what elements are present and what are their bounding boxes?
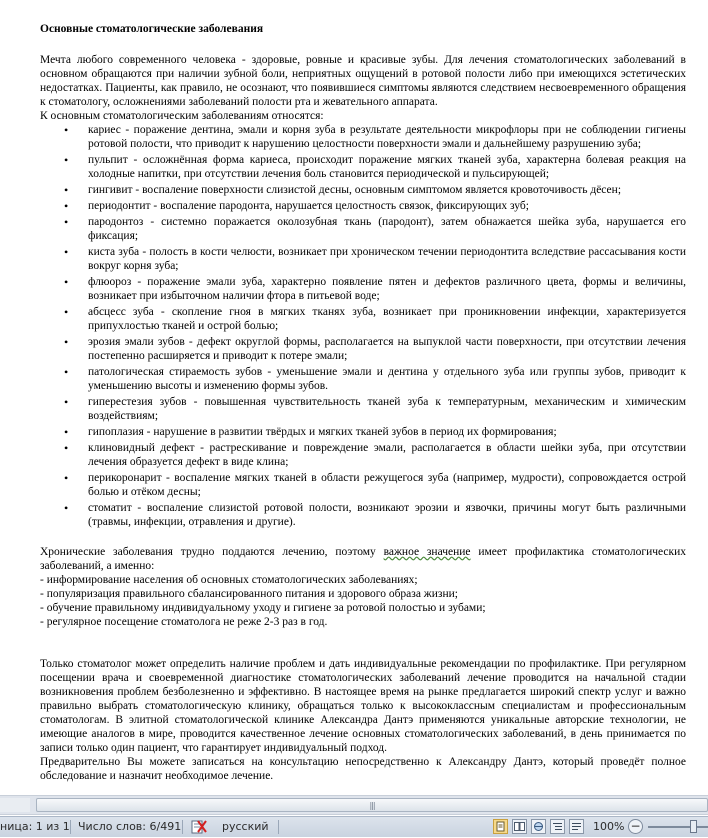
word-count[interactable]: Число слов: 6/491 [78,820,182,833]
disease-list-item: • патологическая стираемость зубов - уменьшение эмали и дентина у отдельного зуба или группы зубов, приводит к уменьшению высоты и изменению формы зубов. [88,365,686,393]
status-divider [278,820,279,834]
disease-list-item: • клиновидный дефект - растрескивание и повреждение эмали, располагается в области шейки зуба, при отсутствии лечения образуется дефект в виде клина; [88,441,686,469]
prevention-intro-end: имеет профилактика стоматологических заболеваний, а именно: [40,546,686,572]
prevention-item: - информирование населения об основных стоматологических заболеваниях; [40,574,418,586]
disease-list-item: • кариес - поражение дентина, эмали и корня зуба в результате деятельности микрофлоры при не соблюдении гигиены ротовой полости, что приводит к нарушению целостности поверхности эмали и дальнейшему разрушению зуба; [88,123,686,151]
document-title: Основные стоматологические заболевания [40,23,264,35]
disease-list-item: • перикоронарит - воспаление мягких тканей в области режущегося зуба (например, мудрости), сопровождается острой болью и отёком десны; [88,471,686,499]
final-paragraph: Предварительно Вы можете записаться на консультацию непосредственно к Александру Дантэ, который проведёт полное обследование и назначит необходимое лечение. [40,756,686,782]
status-divider [70,820,71,834]
grip-icon: ||| [369,801,375,810]
disease-list-item: • пульпит - осложнённая форма кариеса, происходит поражение мягких тканей зуба, характерна болевая реакция на холодные напитки, при отсутствии лечения боль становится периодической и пульсирующей; [88,153,686,181]
disease-list-item: • гиперестезия зубов - повышенная чувствительность тканей зуба к температурным, механическим и химическим воздействиям; [88,395,686,423]
disease-list [40,123,686,529]
scrollbar-thumb[interactable] [36,798,708,812]
language-indicator[interactable]: русский [222,820,269,833]
status-bar [0,816,708,837]
prevention-item: - обучение правильному индивидуальному уходу и гигиене за ротовой полостью и зубами; [40,602,486,614]
disease-list-item: • периодонтит - воспаление пародонта, нарушается целостность связок, фиксирующих зуб; [88,199,686,213]
web-layout-icon [533,821,544,832]
print-layout-view-button[interactable] [493,819,508,834]
zoom-level[interactable]: 100% [593,820,625,833]
disease-list-item: • стоматит - воспаление слизистой ротовой полости, возникают эрозии и язвочки, причины могут быть различными (травмы, инфекции, отравления и другие). [88,501,686,529]
zoom-slider-track[interactable] [648,826,708,828]
disease-list-item: • эрозия эмали зубов - дефект округлой формы, располагается на выпуклой части поверхности, при отсутствии лечения постепенно расширяется и приводит к потере эмали; [88,335,686,363]
outline-icon [552,821,563,832]
scrollbar-left-cap [0,798,30,812]
draft-icon [571,821,582,832]
reading-view-icon [514,821,525,832]
horizontal-scrollbar[interactable] [0,795,708,815]
prevention-list [40,573,686,629]
status-divider [182,820,183,834]
disease-list-item: • гингивит - воспаление поверхности слизистой десны, основным симптомом является кровоточивость дёсен; [88,183,686,197]
zoom-out-button[interactable]: − [628,819,643,834]
full-screen-reading-view-button[interactable] [512,819,527,834]
disease-list-item: • гипоплазия - нарушение в развитии твёрдых и мягких тканей зубов в период их формирования; [88,425,686,439]
prevention-intro-start: Хронические заболевания трудно поддаются лечению, поэтому [40,546,384,558]
document-body[interactable] [40,22,686,783]
closing-paragraph: Только стоматолог может определить наличие проблем и дать индивидуальные рекомендации по профилактике. При регулярном посещении врача и своевременной диагностике стоматологических заболеваний лечение проводится на начальной стадии возникновения проблем безболезненно и эффективно. В настоящее время на рынке предлагается широкий спектр услуг и важно правильно выбрать стоматологическую клинику, обращаться только к высококлассным специалистам и профессиональным стоматологам. В элитной стоматологической клинике Александра Дантэ применяются уникальные авторские технологии, не имеющие аналогов в мире, проводится качественное лечение основных стоматологических заболеваний, в день принимается по записи только один пациент, что гарантирует индивидуальный подход. [40,658,686,754]
web-layout-view-button[interactable] [531,819,546,834]
disease-list-item: • флюороз - поражение эмали зуба, характерно появление пятен и дефектов различного цвета, формы и величины, возникает при избыточном наличии фтора в питьевой воде; [88,275,686,303]
proofing-icon[interactable] [190,818,208,835]
draft-view-button[interactable] [569,819,584,834]
disease-list-item: • киста зуба - полость в кости челюсти, возникает при хроническом течении периодонтита вследствие рассасывания кости вокруг корня зуба; [88,245,686,273]
outline-view-button[interactable] [550,819,565,834]
prevention-item: - популяризация правильного сбалансированного питания и здорового образа жизни; [40,588,458,600]
page-indicator[interactable]: ница: 1 из 1 [0,820,70,833]
prevention-item: - регулярное посещение стоматолога не реже 2-3 раз в год. [40,616,328,628]
intro-paragraph: Мечта любого современного человека - здоровые, ровные и красивые зубы. Для лечения стоматологических заболеваний в основном обращаются при наличии зубной боли, неприятных ощущений в ротовой полости либо при имеющихся эстетических недостатках. Пациенты, как правило, не осознают, что появившиеся симптомы являются следствием несвоевременного обращения к стоматологу, осложнениями заболеваний полости рта и жевательного аппарата. [40,54,686,108]
grammar-marked-phrase: важное значение [383,546,471,558]
prevention-intro [40,545,686,573]
print-layout-icon [495,821,506,832]
disease-list-item: • пародонтоз - системно поражается околозубная ткань (пародонт), затем обнажается шейка зуба, нарушается его фиксация; [88,215,686,243]
disease-list-item: • абсцесс зуба - скопление гноя в мягких тканях зуба, возникает при проникновении инфекции, характеризуется припухлостью тканей и острой болью; [88,305,686,333]
list-intro: К основным стоматологическим заболеваниям относятся: [40,110,324,122]
zoom-slider-thumb[interactable] [690,820,697,833]
